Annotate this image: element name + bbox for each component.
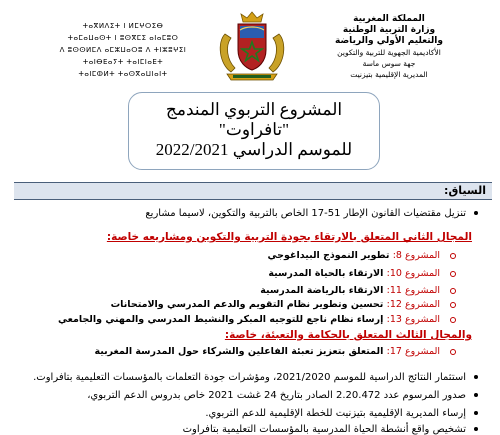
circle-bullet-icon [450,317,456,323]
coat-of-arms-icon [213,8,291,86]
project-label: المشروع 11: [386,285,440,296]
circle-bullet-icon [450,253,456,259]
project-label: المشروع 12: [386,299,440,310]
ministry-header-tifinagh [48,20,198,80]
project-text: إرساء نظام ناجع للتوجيه المبكر والنشيط المدرسي والمهني والجامعي [58,314,384,325]
title-line: للموسم الدراسي 2022/2021 [155,140,353,159]
project-item [6,285,456,296]
bullet-icon [474,411,478,415]
header-line: المديرية الإقليمية بتيزنيت [350,70,428,79]
project-text: تحسين وتطوير نظام التقويم والدعم المدرسي والامتحانات [110,299,384,310]
header-line: والتعليم الأولي والرياضة [335,36,443,46]
header-line: الأكاديمية الجهوية للتربية والتكوين [337,48,441,57]
bullet-icon [474,427,478,431]
header-line: ⵜⴰⵎⴰⵡⴰⵙⵜ ⵏ ⵓⵙⴳⵎⵉ ⴰⵏⴰⵎⵓⵔ [67,34,179,42]
project-text: المتعلق بتعزيز تعبئة الفاعلين والشركاء حول المدرسة المغربية [94,346,384,357]
project-label: المشروع 13: [386,314,440,325]
axis2-heading: المجال الثاني المتعلق بالارتقاء بجودة التربية والتكوين ومشاريعه خاصة: [106,231,472,243]
project-text: تطوير النموذج البيداغوجي [267,250,390,261]
circle-bullet-icon [450,349,456,355]
header-line: المملكة المغربية [353,14,425,24]
project-text: الارتقاء بالحياة المدرسية [268,268,384,279]
bullet-text: تشخيص واقع أنشطة الحياة المدرسية بالمؤسسات التعليمية بتافراوت [182,424,466,435]
title-line: المشروع التربوي المندمج [165,100,343,119]
project-label: المشروع 8: [392,250,440,261]
context-bullet [6,424,478,435]
project-item [6,314,456,325]
context-bullet [6,408,478,419]
circle-bullet-icon [450,302,456,308]
bullet-text: إرساء المديرية الإقليمية بتيزنيت للخطة الإقليمية للدعم التربوي. [205,408,466,419]
project-item [6,346,456,357]
context-bullet [6,390,478,401]
ministry-header-arabic [314,14,464,80]
project-item [6,268,456,279]
context-bullet [6,372,478,383]
header-line: ⵜⴰⵏⵎⵀⵍⵜ ⵜⴰⵙⴳⴰⵡⵏⴰⵏⵜ [78,70,168,78]
header-line: جهة سوس ماسة [362,59,416,68]
bullet-icon [474,393,478,397]
bullet-icon [474,375,478,379]
header-line: ⵜⴰⴳⵍⴷⵉⵜ ⵏ ⵍⵎⵖⵔⵉⴱ [82,22,164,30]
project-item [6,299,456,310]
context-section-heading: السياق: [14,182,492,200]
bullet-text: استثمار النتائج الدراسية للموسم 2021/2020، ومؤشرات جودة التعلمات بالمؤسسات التعليمية بتافراوت. [33,372,466,383]
header-line: ⵜⴰⵏⴱⴹⴰⵢⵜ ⵜⴰⵏⵎⵏⴰⴹⵜ [82,58,164,66]
title-line: "تافراوت" [218,120,290,139]
axis3-heading: والمجال الثالث المتعلق بالحكامة والتعبئة، خاصة: [224,329,472,341]
project-title-box [128,92,380,170]
bullet-icon [474,211,478,215]
project-label: المشروع 10: [386,268,440,279]
intro-bullet [6,208,478,219]
project-text: الارتقاء بالرياضة المدرسية [260,285,384,296]
header-line: ⴷ ⵓⵙⵙⵍⵎⴷ ⴰⵎⵣⵡⴰⵔⵓ ⴷ ⵜⵏⵣⵓⵖⵉⵏ [59,46,187,54]
circle-bullet-icon [450,288,456,294]
bullet-text: صدور المرسوم عدد 2.20.472 الصادر بتاريخ 24 غشت 2021 خاص بدروس الدعم التربوي، [87,390,466,401]
header-line: وزارة التربية الوطنية [342,25,436,35]
project-item [6,250,456,261]
circle-bullet-icon [450,271,456,277]
bullet-text: تنزيل مقتضيات القانون الإطار 51-17 الخاص بالتربية والتكوين، لاسيما مشاريع [145,208,466,219]
project-label: المشروع 17: [386,346,440,357]
